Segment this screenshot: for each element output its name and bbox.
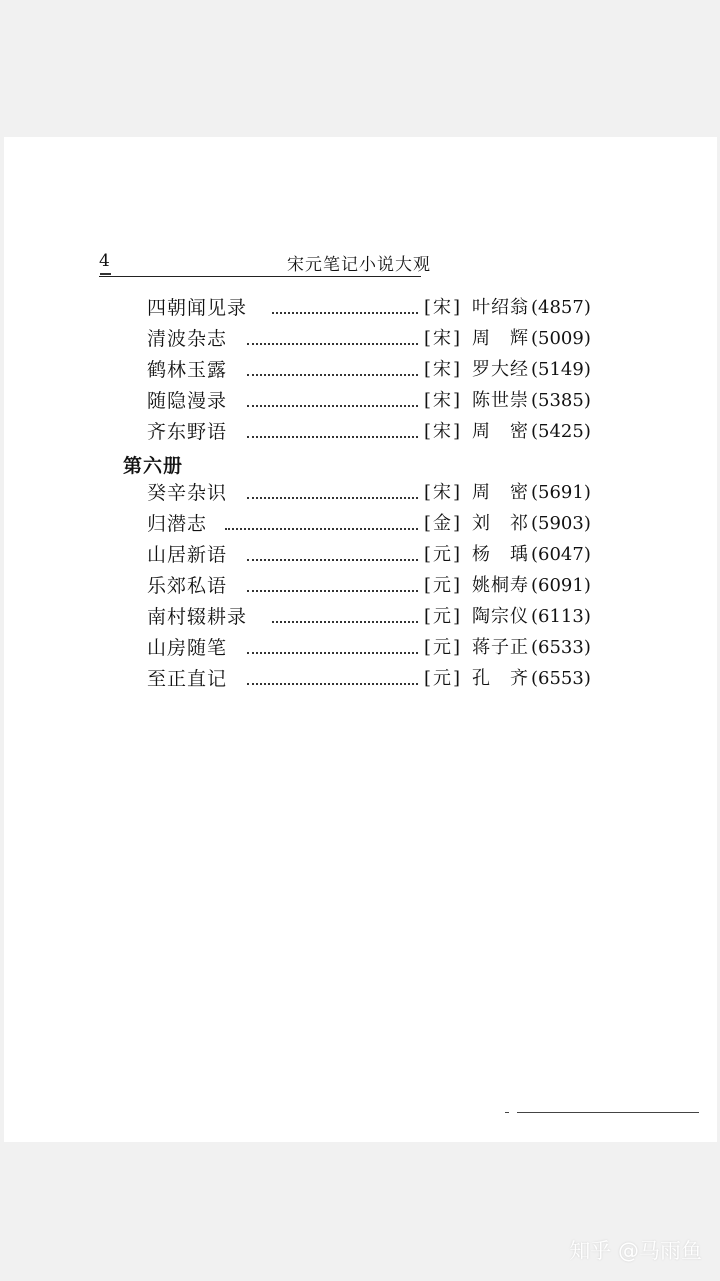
entry-page: (5425) bbox=[531, 421, 591, 442]
entry-title: 癸辛杂识 bbox=[147, 482, 228, 504]
dot-leader bbox=[247, 405, 418, 407]
entry-page: (5691) bbox=[531, 482, 591, 503]
watermark-text: 知乎 @马雨鱼 bbox=[569, 1239, 702, 1263]
entry-author: 周 密 bbox=[472, 421, 529, 442]
dot-leader bbox=[225, 528, 418, 530]
toc-entry bbox=[0, 292, 720, 324]
entry-title: 四朝闻见录 bbox=[147, 297, 248, 319]
entry-title: 归潜志 bbox=[147, 513, 208, 535]
entry-dynasty: [宋] bbox=[424, 390, 463, 411]
entry-author: 孔 齐 bbox=[472, 668, 529, 689]
page-number: 4 bbox=[99, 251, 110, 271]
page-number-mark bbox=[100, 273, 111, 275]
entry-dynasty: [宋] bbox=[424, 359, 463, 380]
entry-title: 乐郊私语 bbox=[147, 575, 228, 597]
entry-dynasty: [元] bbox=[424, 575, 463, 596]
entry-dynasty: [宋] bbox=[424, 328, 463, 349]
toc-entry bbox=[0, 663, 720, 695]
entry-page: (6553) bbox=[531, 668, 591, 689]
entry-author: 蒋子正 bbox=[472, 637, 529, 658]
toc-entry bbox=[0, 354, 720, 386]
scan-artifact bbox=[505, 1112, 509, 1113]
dot-leader bbox=[247, 497, 418, 499]
toc-entry bbox=[0, 416, 720, 448]
entry-page: (5009) bbox=[531, 328, 591, 349]
entry-title: 南村辍耕录 bbox=[147, 606, 248, 628]
dot-leader bbox=[247, 343, 418, 345]
toc-entry bbox=[0, 601, 720, 633]
entry-dynasty: [元] bbox=[424, 544, 463, 565]
entry-title: 至正直记 bbox=[147, 668, 228, 690]
entry-page: (4857) bbox=[531, 297, 591, 318]
header-rule bbox=[99, 276, 421, 277]
entry-dynasty: [宋] bbox=[424, 482, 463, 503]
dot-leader bbox=[247, 652, 418, 654]
entry-page: (6047) bbox=[531, 544, 591, 565]
entry-title: 山房随笔 bbox=[147, 637, 228, 659]
entry-author: 周 辉 bbox=[472, 328, 529, 349]
dot-leader bbox=[247, 590, 418, 592]
entry-dynasty: [宋] bbox=[424, 421, 463, 442]
entry-title: 鹤林玉露 bbox=[147, 359, 228, 381]
toc-entry bbox=[0, 508, 720, 540]
entry-author: 杨 瑀 bbox=[472, 544, 529, 565]
entry-title: 清波杂志 bbox=[147, 328, 228, 350]
entry-author: 罗大经 bbox=[472, 359, 529, 380]
entry-author: 陶宗仪 bbox=[472, 606, 529, 627]
entry-dynasty: [元] bbox=[424, 637, 463, 658]
entry-page: (6091) bbox=[531, 575, 591, 596]
section-heading: 第六册 bbox=[123, 455, 184, 477]
entry-page: (6533) bbox=[531, 637, 591, 658]
toc-entry bbox=[0, 323, 720, 355]
toc-entry bbox=[0, 477, 720, 509]
entry-dynasty: [元] bbox=[424, 668, 463, 689]
dot-leader bbox=[247, 559, 418, 561]
entry-page: (5903) bbox=[531, 513, 591, 534]
entry-page: (5385) bbox=[531, 390, 591, 411]
entry-dynasty: [元] bbox=[424, 606, 463, 627]
toc-entry bbox=[0, 570, 720, 602]
dot-leader bbox=[272, 621, 418, 623]
entry-title: 随隐漫录 bbox=[147, 390, 228, 412]
entry-dynasty: [金] bbox=[424, 513, 463, 534]
scan-artifact bbox=[517, 1112, 699, 1113]
dot-leader bbox=[272, 312, 418, 314]
entry-title: 齐东野语 bbox=[147, 421, 228, 443]
entry-author: 周 密 bbox=[472, 482, 529, 503]
toc-entry bbox=[0, 539, 720, 571]
entry-author: 刘 祁 bbox=[472, 513, 529, 534]
entry-author: 叶绍翁 bbox=[472, 297, 529, 318]
entry-page: (6113) bbox=[531, 606, 591, 627]
toc-entry bbox=[0, 385, 720, 417]
dot-leader bbox=[247, 374, 418, 376]
entry-dynasty: [宋] bbox=[424, 297, 463, 318]
dot-leader bbox=[247, 683, 418, 685]
entry-author: 陈世崇 bbox=[472, 390, 529, 411]
entry-title: 山居新语 bbox=[147, 544, 228, 566]
toc-entry bbox=[0, 632, 720, 664]
entry-page: (5149) bbox=[531, 359, 591, 380]
running-header-title: 宋元笔记小说大观 bbox=[287, 255, 431, 275]
dot-leader bbox=[247, 436, 418, 438]
entry-author: 姚桐寿 bbox=[472, 575, 529, 596]
